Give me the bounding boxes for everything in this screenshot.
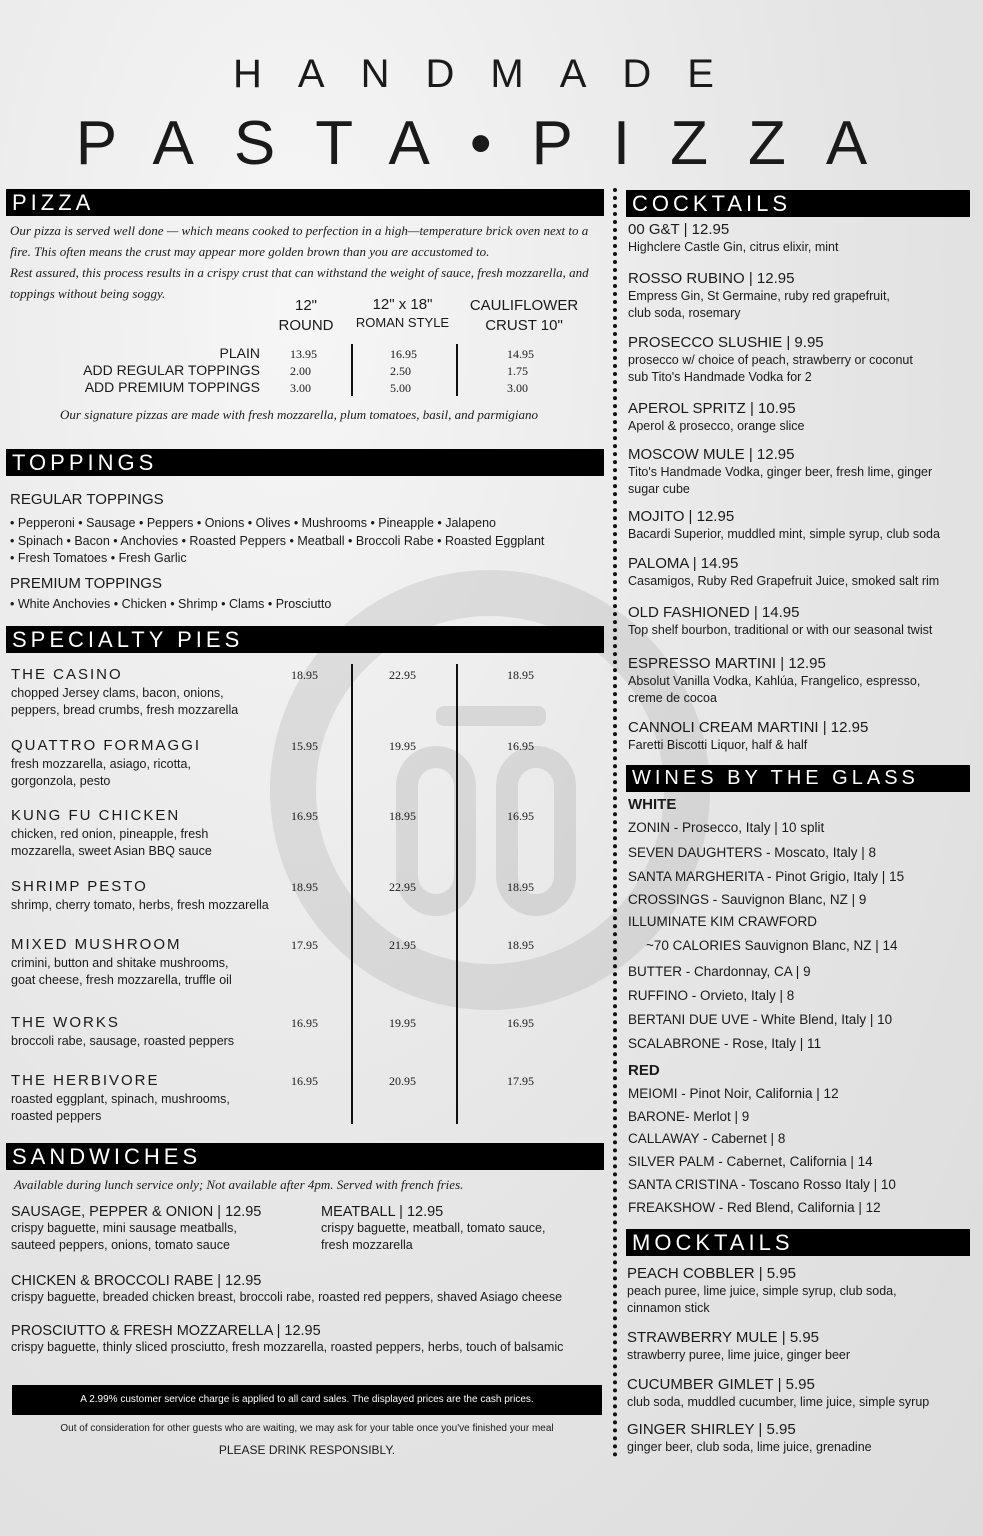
- pie-description: chopped Jersey clams, bacon, onions,: [11, 686, 224, 700]
- cocktail-description: Tito's Handmade Vodka, ginger beer, fresh lime, ginger: [628, 465, 933, 479]
- pie-name: MIXED MUSHROOM: [11, 936, 182, 953]
- cocktails-header: COCKTAILS: [626, 190, 970, 217]
- red-wine-item: BARONE- Merlot | 9: [628, 1109, 750, 1124]
- pizza-row-label: ADD PREMIUM TOPPINGS: [84, 379, 260, 395]
- red-wine-item: MEIOMI - Pinot Noir, California | 12: [628, 1086, 839, 1101]
- mocktail-name: PEACH COBBLER | 5.95: [627, 1265, 796, 1282]
- pie-price-roman: 18.95: [389, 809, 416, 823]
- red-wine-item: SILVER PALM - Cabernet, California | 14: [628, 1154, 873, 1169]
- wines-header: WINES BY THE GLASS: [626, 765, 970, 792]
- cocktail-description: Absolut Vanilla Vodka, Kahlúa, Frangelico, espresso,: [628, 674, 921, 688]
- cocktail-description: sub Tito's Handmade Vodka for 2: [628, 370, 812, 384]
- pizza-row-label: ADD REGULAR TOPPINGS: [83, 362, 260, 378]
- specialty-pies-header: SPECIALTY PIES: [6, 626, 604, 653]
- column-divider: [613, 188, 617, 1458]
- pie-description: gorgonzola, pesto: [11, 774, 111, 788]
- drink-responsibly: PLEASE DRINK RESPONSIBLY.: [218, 1443, 396, 1457]
- pie-price-roman: 20.95: [389, 1074, 416, 1088]
- mocktail-description: ginger beer, club soda, lime juice, grenadine: [627, 1440, 872, 1454]
- pie-price-cauliflower: 18.95: [507, 938, 534, 952]
- header-pasta-pizza: PASTA•PIZZA: [75, 109, 908, 178]
- premium-toppings-label: PREMIUM TOPPINGS: [10, 575, 162, 592]
- mocktails-header: MOCKTAILS: [626, 1229, 970, 1256]
- col-round-header: 12" ROUND: [278, 297, 334, 334]
- mocktail-item: [627, 1420, 967, 1456]
- cocktail-item: [628, 269, 968, 322]
- red-wine-item: FREAKSHOW - Red Blend, California | 12: [628, 1200, 881, 1215]
- pie-price-round: 16.95: [291, 809, 318, 823]
- pie-price-round: 18.95: [291, 880, 318, 894]
- cocktail-item: [628, 554, 968, 590]
- cocktail-name: OLD FASHIONED | 14.95: [628, 604, 800, 621]
- cocktail-item: [628, 603, 968, 639]
- pizza-price-roman: 2.50: [390, 364, 411, 378]
- cocktail-description: sugar cube: [628, 482, 690, 496]
- white-wine-item: BERTANI DUE UVE - White Blend, Italy | 10: [628, 1012, 893, 1027]
- pizza-price-roman: 5.00: [390, 381, 411, 395]
- pie-price-roman: 22.95: [389, 668, 416, 682]
- cocktail-name: ESPRESSO MARTINI | 12.95: [628, 655, 826, 672]
- mocktail-item: [627, 1375, 967, 1411]
- white-wine-item: RUFFINO - Orvieto, Italy | 8: [628, 988, 795, 1003]
- sandwich-prosciutto: PROSCIUTTO & FRESH MOZZARELLA | 12.95 crispy baguette, thinly sliced prosciutto, fresh mozzarella, roasted peppers, herbs, touch of balsamic: [11, 1323, 564, 1354]
- pie-price-roman: 19.95: [389, 739, 416, 753]
- mocktail-description: peach puree, lime juice, simple syrup, club soda,: [627, 1284, 897, 1298]
- premium-toppings-list: • White Anchovies • Chicken • Shrimp • Clams • Prosciutto: [10, 597, 332, 611]
- col-cauliflower-header: CAULIFLOWER CRUST 10": [469, 297, 579, 334]
- cocktail-name: MOSCOW MULE | 12.95: [628, 446, 795, 463]
- pizza-price-round: 13.95: [290, 347, 317, 361]
- white-wine-item: SANTA MARGHERITA - Pinot Grigio, Italy | 15: [628, 869, 905, 884]
- mocktail-description: strawberry puree, lime juice, ginger beer: [627, 1348, 851, 1362]
- mocktail-description: club soda, muddled cucumber, lime juice, simple syrup: [627, 1395, 930, 1409]
- cocktail-name: APEROL SPRITZ | 10.95: [628, 400, 796, 417]
- cocktail-name: MOJITO | 12.95: [628, 508, 735, 525]
- pie-description: peppers, bread crumbs, fresh mozzarella: [11, 703, 239, 717]
- col-roman-header: 12" x 18" ROMAN STYLE: [355, 296, 450, 330]
- pie-description: mozzarella, sweet Asian BBQ sauce: [11, 844, 212, 858]
- cocktail-name: PALOMA | 14.95: [628, 555, 739, 572]
- pie-price-cauliflower: 18.95: [507, 668, 534, 682]
- regular-toppings-list: • Pepperoni • Sausage • Peppers • Onions • Olives • Mushrooms • Pineapple • Jalapeno • Spinach • Bacon • Anchovies • Roasted Peppers • Meatball • Broccoli Rabe • Roasted Eggplant • Fresh Tomatoes • Fresh Garlic: [10, 516, 545, 565]
- cocktail-description: creme de cocoa: [628, 691, 717, 705]
- white-wine-item: SCALABRONE - Rose, Italy | 11: [628, 1036, 822, 1051]
- consideration-note: Out of consideration for other guests who are waiting, we may ask for your table once you've finished your meal: [60, 1423, 554, 1434]
- cocktail-description: prosecco w/ choice of peach, strawberry or coconut: [628, 353, 913, 367]
- cocktail-item: [628, 507, 968, 543]
- white-wine-item: ZONIN - Prosecco, Italy | 10 split: [628, 820, 825, 835]
- pie-price-round: 17.95: [291, 938, 318, 952]
- pizza-price-roman: 16.95: [390, 347, 417, 361]
- pizza-header: PIZZA: [6, 189, 604, 216]
- pizza-price-round: 3.00: [290, 381, 311, 395]
- pie-price-roman: 21.95: [389, 938, 416, 952]
- white-wine-item: SEVEN DAUGHTERS - Moscato, Italy | 8: [628, 845, 877, 860]
- white-wine-label: WHITE: [628, 796, 677, 813]
- cocktail-description: Empress Gin, St Germaine, ruby red grapefruit,: [628, 289, 890, 303]
- pizza-price-cauliflower: 14.95: [507, 347, 534, 361]
- white-wine-item: ~70 CALORIES Sauvignon Blanc, NZ | 14: [646, 938, 898, 953]
- sandwich-meatball: MEATBALL | 12.95 crispy baguette, meatball, tomato sauce, fresh mozzarella: [321, 1204, 546, 1252]
- pie-description: chicken, red onion, pineapple, fresh: [11, 827, 209, 841]
- pie-description: broccoli rabe, sausage, roasted peppers: [11, 1034, 235, 1048]
- cocktail-name: CANNOLI CREAM MARTINI | 12.95: [628, 719, 869, 736]
- pie-price-cauliflower: 16.95: [507, 809, 534, 823]
- cocktail-description: Faretti Biscotti Liquor, half & half: [628, 738, 808, 752]
- pie-description: crimini, button and shitake mushrooms,: [11, 956, 229, 970]
- cocktail-item: [628, 333, 968, 386]
- pie-price-cauliflower: 16.95: [507, 1016, 534, 1030]
- white-wine-item: ILLUMINATE KIM CRAWFORD: [628, 914, 818, 929]
- cocktail-name: 00 G&T | 12.95: [628, 221, 730, 238]
- service-charge-notice: A 2.99% customer service charge is applied to all card sales. The displayed prices are the cash prices.: [12, 1385, 602, 1415]
- cocktail-description: Highclere Castle Gin, citrus elixir, mint: [628, 240, 839, 254]
- pie-name: THE HERBIVORE: [11, 1072, 160, 1089]
- sandwiches-note: Available during lunch service only; Not available after 4pm. Served with french fries.: [14, 1177, 464, 1192]
- pie-price-roman: 22.95: [389, 880, 416, 894]
- pie-description: shrimp, cherry tomato, herbs, fresh mozzarella: [11, 898, 269, 912]
- cocktail-item: [628, 399, 968, 435]
- white-wine-item: BUTTER - Chardonnay, CA | 9: [628, 964, 811, 979]
- pie-description: roasted eggplant, spinach, mushrooms,: [11, 1092, 230, 1106]
- red-wine-item: CALLAWAY - Cabernet | 8: [628, 1131, 786, 1146]
- pie-description: fresh mozzarella, asiago, ricotta,: [11, 757, 191, 771]
- pie-price-round: 18.95: [291, 668, 318, 682]
- cocktail-description: club soda, rosemary: [628, 306, 741, 320]
- pie-price-cauliflower: 16.95: [507, 739, 534, 753]
- sandwiches-header: SANDWICHES: [6, 1143, 604, 1170]
- regular-toppings-label: REGULAR TOPPINGS: [10, 491, 164, 508]
- pie-price-cauliflower: 18.95: [507, 880, 534, 894]
- mocktail-description: cinnamon stick: [627, 1301, 710, 1315]
- mocktail-item: [627, 1264, 967, 1317]
- pie-price-cauliflower: 17.95: [507, 1074, 534, 1088]
- cocktail-item: [628, 654, 968, 707]
- pie-price-roman: 19.95: [389, 1016, 416, 1030]
- cocktail-description: Casamigos, Ruby Red Grapefruit Juice, smoked salt rim: [628, 574, 940, 588]
- pizza-price-round: 2.00: [290, 364, 311, 378]
- pie-price-round: 16.95: [291, 1016, 318, 1030]
- pie-description: goat cheese, fresh mozzarella, truffle oil: [11, 973, 232, 987]
- pie-name: KUNG FU CHICKEN: [11, 807, 181, 824]
- pizza-price-cauliflower: 3.00: [507, 381, 528, 395]
- header-handmade: HANDMADE: [233, 52, 750, 96]
- mocktail-item: [627, 1328, 967, 1364]
- cocktail-description: Bacardi Superior, muddled mint, simple syrup, club soda: [628, 527, 940, 541]
- cocktail-description: Top shelf bourbon, traditional or with our seasonal twist: [628, 623, 933, 637]
- white-wine-item: CROSSINGS - Sauvignon Blanc, NZ | 9: [628, 892, 867, 907]
- pizza-price-cauliflower: 1.75: [507, 364, 528, 378]
- pie-price-round: 15.95: [291, 739, 318, 753]
- pizza-description: Our pizza is served well done — which means cooked to perfection in a high—temperature brick oven next to a fire. This often means the crust may appear more golden brown than you are accustomed to. Rest assured, this process results in a crispy crust that can withstand the weight of sauce, fresh mozzarella, and toppings without being soggy.: [10, 223, 589, 301]
- cocktail-name: PROSECCO SLUSHIE | 9.95: [628, 334, 824, 351]
- mocktail-name: STRAWBERRY MULE | 5.95: [627, 1329, 820, 1346]
- cocktail-item: [628, 445, 968, 498]
- cocktail-item: [628, 718, 968, 754]
- cocktail-name: ROSSO RUBINO | 12.95: [628, 270, 795, 287]
- pie-name: THE WORKS: [11, 1014, 120, 1031]
- sandwich-sausage: SAUSAGE, PEPPER & ONION | 12.95 crispy baguette, mini sausage meatballs, sauteed peppers, onions, tomato sauce: [11, 1204, 262, 1252]
- cocktail-item: [628, 220, 968, 256]
- pie-name: QUATTRO FORMAGGI: [11, 737, 202, 754]
- pie-description: roasted peppers: [11, 1109, 102, 1123]
- red-wine-label: RED: [628, 1062, 660, 1079]
- toppings-header: TOPPINGS: [6, 449, 604, 476]
- pie-name: SHRIMP PESTO: [11, 878, 148, 895]
- mocktail-name: GINGER SHIRLEY | 5.95: [627, 1421, 796, 1438]
- pie-price-round: 16.95: [291, 1074, 318, 1088]
- pie-name: THE CASINO: [11, 666, 123, 683]
- mocktail-name: CUCUMBER GIMLET | 5.95: [627, 1376, 815, 1393]
- signature-note: Our signature pizzas are made with fresh mozzarella, plum tomatoes, basil, and parmigiano: [60, 407, 539, 422]
- sandwich-chicken-broccoli: CHICKEN & BROCCOLI RABE | 12.95 crispy baguette, breaded chicken breast, broccoli rabe, roasted red peppers, shaved Asiago cheese: [11, 1273, 563, 1304]
- pizza-row-label: PLAIN: [219, 345, 260, 361]
- red-wine-item: SANTA CRISTINA - Toscano Rosso Italy | 10: [628, 1177, 896, 1192]
- cocktail-description: Aperol & prosecco, orange slice: [628, 419, 805, 433]
